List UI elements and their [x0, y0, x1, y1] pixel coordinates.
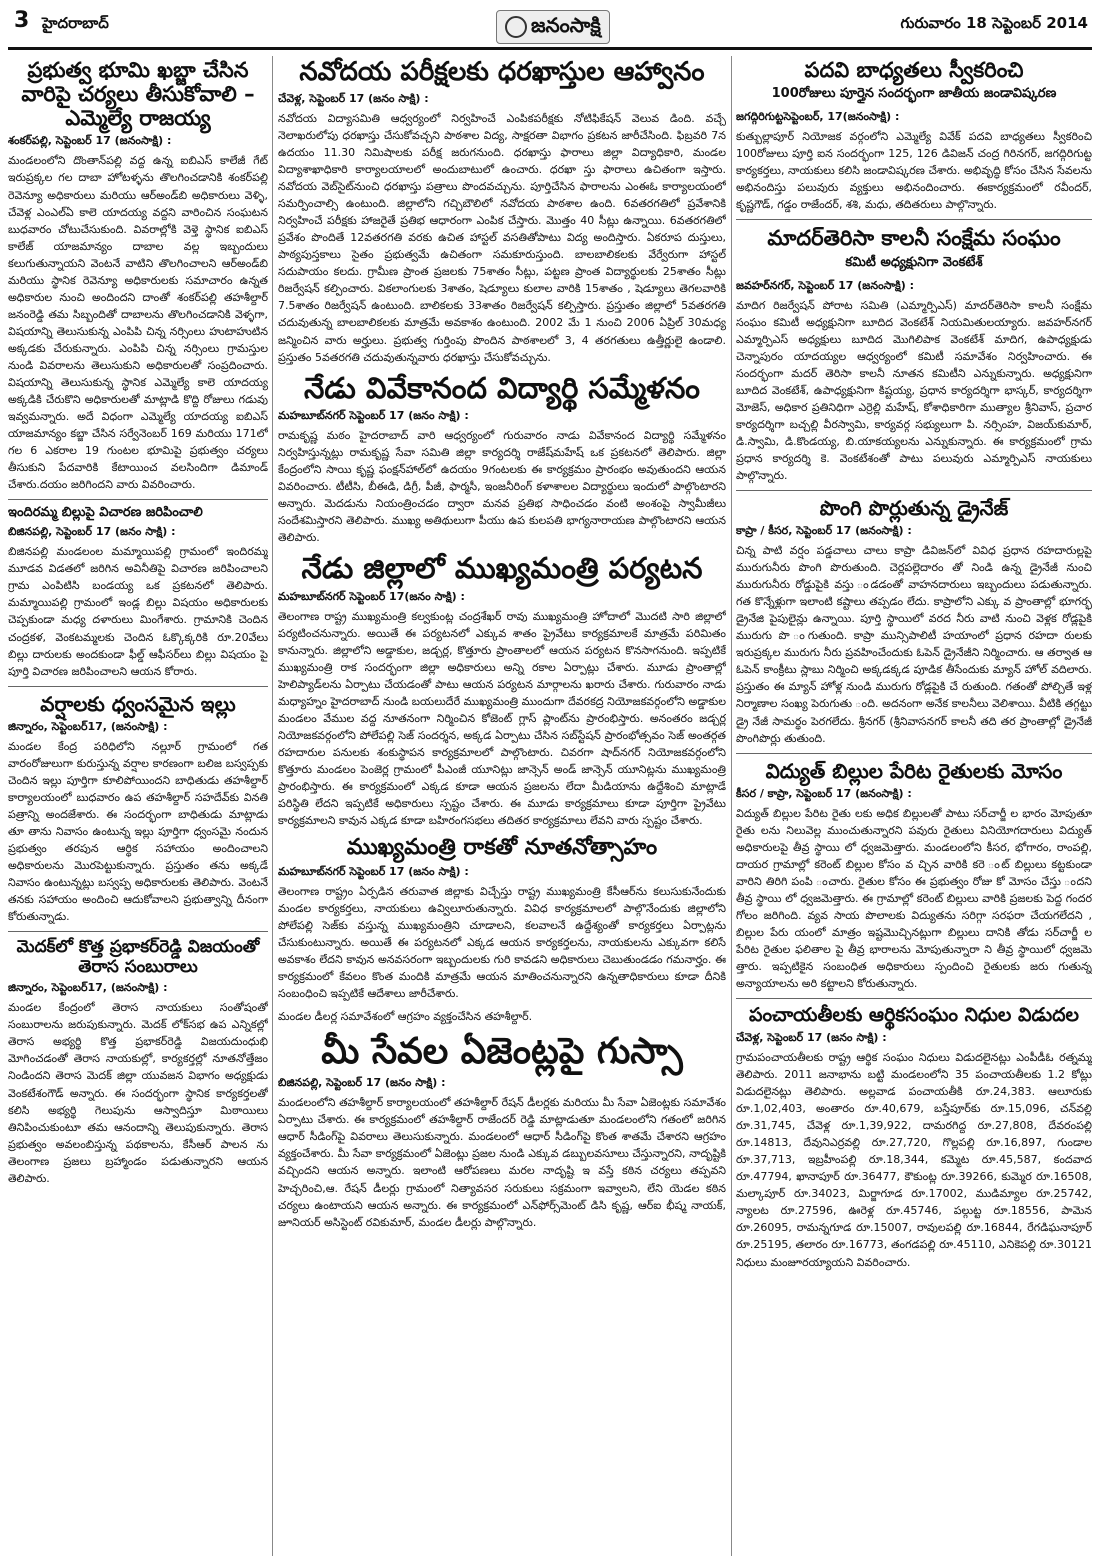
article [278, 552, 726, 829]
article-subheadline: 100రోజులు పూర్తైన సందర్భంగా జాతీయ జండావిష్కరణ [771, 86, 1057, 102]
article-dateline: మహబూబ్‌నగర్ సెప్టెంబర్ 17 (జనం సాక్షి) : [278, 864, 469, 878]
article-headline: మెదక్‌లో కొత్త ప్రభాకర్‌రెడ్డి విజయంతో తెరాస సంబురాలు [16, 937, 260, 977]
issue-date: గురువారం 18 సెప్టెంబర్ 2014 [900, 14, 1088, 32]
article-headline: నవోదయ పరీక్షలకు ధరఖాస్తుల ఆహ్వానం [299, 57, 705, 87]
column-center [278, 56, 726, 1237]
article-headline: మీ సేవల ఏజెంట్లపై గుస్సా [321, 1030, 683, 1072]
article [736, 1005, 1092, 1270]
article [736, 226, 1092, 484]
article-separator [736, 219, 1092, 220]
article-body: మండలంలోని దొంతాన్‌పల్లి వద్ద ఉన్న ఐబిఎస్ కాలేజీ గేట్ ఇరుప్రక్కల గల దాబా హోటళ్ళను తొలగించడానికి శంకర్‌పల్లి రెవెన్యూ అధికారులు మరియు ఆర్‌అండ్‌బి అధికారులు వెళ్ళి, చేవెళ్ల ఎంఎల్ఏ కాలె యాదయ్య వద్దని వారించిన సంఘటన బుధవారం చోటుచేసుకుంది. వివరాల్లోకి వెళ్తె స్థానిక ఐబిఎస్ కాలేజ్ యాజమాన్యం దాబాల వల్ల ఇబ్బందులు కలుగుతున్నాయని వెంటనే వాటిని తొలగించాలని ఆర్అండ్‌బి మరియు స్థానిక రెవెన్యూ అధికారులకు సమాచారం ఉన్నత అధికారుల నుంచి అందిందని దాంతో శంకర్‌పల్లి తహశీల్దార్ జనంరెడ్డి తమ సిబ్బందితో దాబాలను తొలగించడానికి వెళ్ళగా, విషయాన్ని తెలుసుకున్న ఎంపిపి చిన్న నర్సింలు హుటాహుటిన అక్కడకు చేరుకున్నారు. ఎంపిపి చిన్న నర్సింలు గ్రామస్తుల నుండి వివరాలను తెలుసుకుని అధికారులతో సంప్రదించారు. విషయాన్ని తెలుసుకున్న స్థానిక ఎమ్మెల్యే కాలె యాదయ్య అక్కడికి చేరుకొని అధికారులతో మాట్లాడి కొద్ది రోజులు గడువు ఇవ్వమన్నారు. అదే విధంగా ఎమ్మెల్యే యాదయ్య ఐబిఎస్ యాజమాన్యం కబ్జా చేసిన సర్వేనెంబర్ 169 మరియు 171లో గల 6 ఎకరాల 19 గుంటల భూమిపై ప్రభుత్వం చర్యలు తీసుకుని పేదవారికి కేటాయించ వలసిందిగా డిమాండ్ చేశారు.దయం జరిగిందని వారు వివరించారు. [8, 154, 268, 492]
logo-emblem-icon [505, 16, 527, 38]
article-dateline: శంకర్‌పల్లి, సెప్టెంబర్ 17 (జనంసాక్షి) : [8, 134, 172, 148]
article-separator [736, 753, 1092, 754]
article-separator [8, 499, 268, 500]
masthead-rule [8, 47, 1092, 50]
column-divider [731, 56, 732, 1556]
article [736, 58, 1092, 213]
article-dateline: కీసర / కాప్రా, సెప్టెంబర్ 17 (జనంసాక్షి) : [736, 786, 912, 800]
article-body: రామకృష్ణ మఠం హైదరాబాద్ వారి ఆధ్వర్యంలో గురువారం నాడు వివేకానంద విద్యార్థి సమ్మేళనం నిర్వహిస్తున్నట్లు రామకృష్ణ సేవా సమితి జిల్లా కార్యదర్శి రాజేష్‌మహేష్ ఒక ప్రకటనలో తెలిపారు. జిల్లా కేంద్రంలోని సాయి కృష్ణ ఫంక్షన్‌హాల్‌లో ఉదయం 9గంటలకు ఈ కార్యక్రమం ప్రారంభం అవుతుందని ఆయన వివరించారు. టీటీసి, బీఈడి, డిగ్రీ, పీజీ, ఫార్మసీ, ఇంజనీరింగ్ కళాశాలల విద్యార్థులు ఇందులో పాల్గొంటారని అన్నారు. మెదడును నియంత్రించడం ద్వారా మనవ ప్రతిభ సాధించడం వంటి అంశంపై స్వామీజీలు సందేశమిస్తారని తెలిపారు. ముఖ్య అతిథులుగా పీయు ఉప కులపతి భాగ్యనారాయణ పాల్గొంటారని ఆయన తెలిపారు. [278, 428, 726, 545]
article-subheadline: కమిటీ అధ్యక్షునిగా వెంకటేశ్ [845, 254, 983, 270]
article-body: విద్యుత్ బిల్లుల పేరిట రైతు లకు అధిక బిల్లులతో పాటు సర్‌చార్జీ ల భారం మోపుతూ రైతు లను నిలువెల్ల ముంచుతున్నారని పవురు రైతులు వినియోగదారులు విద్యుత్ అధికారులపై తీవ్ర స్థాయి లో ధ్వజమెత్తారు. మండలంలోని కీసర, భోగారం, రాంపల్లి, దాయర గ్రామాల్లో కరెంట్ బిల్లుల కోసం వ చ్చిన వారికి కరె ంట్ బిల్లులు కట్టకుండా వారిని తిరిగి పంపి ంచారు. రైతుల కోసం ఈ ప్రభుత్వం రోజు కో మోసం చేస్తు ందని తీవ్ర స్థాయి లో ధ్వజమెత్తారు. ఈ గ్రామాల్లో కరెంట్ బిల్లులు వారికి ప్రజలకు పెద్ద గందర గోలం జరిగింది. వ్యవ సాయ పొలాలకు విద్యుతను సరిగ్గా సరఫరా చేయగలేదని , బిల్లుల పేరు యంలో మాత్రం ఇష్టమొచ్చినట్లుగా బిల్లులు దానికి తోడు సర్‌చార్జీ ల పేరిట రైతుల ఫలితాల పై తీవ్ర భారాలను మోపుతున్నారా ని తీవ్ర స్థాయిలో ధ్వజమె త్తారు. ఇప్పటికైన సంబంధిత అధికారులు స్పందించి రైతులకు జరు గుతున్న అన్యాయాలను అరి కట్టాలని కోరుతున్నారు. [736, 806, 1092, 991]
article-body: నవోదయ విద్యాసమితి ఆధ్వర్యంలో నిర్వహించే ఎంపికపరీక్షకు నోటిఫికేషన్ వెలువ డింది. వచ్చే నెలాఖరులోపు ధరఖాస్తు చేసుకోవచ్చని పాఠశాల విద్య, సాక్షరతా విభాగం ప్రకటన జారీచేసింది. ఫిబ్రవరి 7న ఉదయం 11.30 నిమిషాలకు పరీక్ష జరుగనుంది. ధరఖాస్తు ఫారాలు జిల్లా విద్యాధికారి, మండల విద్యాశాఖాధికారి కార్యాలయాలలో అందుబాటులో ఉంచారు. ధరఖా స్తు ఫారాలు ఉచితంగా ఇస్తారు. నవోదయ వెబ్‌సైట్‌నుంచి ధరఖాస్తు పత్రాలు పొందవచ్చును. పూర్తిచేసిన ఫారాలను ఎంఈఓ కార్యాలయంలో సమర్పించాల్సి ఉంటుంది. జిల్లాలోని గచ్చిబౌలిలో నవోదయ పాఠశాల ఉంది. 6వతరగతిలో ప్రవేశానికి నిర్వహించే పరీక్షకు హాజరైతే ప్రతిభ ఆధారంగా ఎంపిక చేస్తారు. మొత్తం 40 సీట్లు ఉన్నాయి. 6వతరగతిలో ప్రవేశం పొందితే 12వతరగతి వరకు ఉచిత హాస్టల్ వసతితోపాటు విద్య అందిస్తారు. ఏకరూప దుస్తులు, పాఠ్యపుస్తకాలు సైతం ప్రభుత్వమే ఉచితంగా సమకూరుస్తుంది. బాలబాలికలకు వేర్వేరుగా హాస్టల్ సదుపాయం కలదు. గ్రామీణ ప్రాంత ప్రజలకు 75శాతం సీట్లు, పట్టణ ప్రాంత విద్యార్థులకు 25శాతం సీట్లు రిజర్వేషన్ కల్పించారు. వికలాంగులకు 3శాతం, షెడ్యూలు కులాల వారికి 15శాతం , షెడ్యూలు తెగలవారికి 7.5శాతం రిజర్వేషన్ ఉంటుంది. బాలికలకు 33శాతం రిజర్వేషన్ కల్పిస్తారు. ప్రస్తుతం జిల్లాలో 5వతరగతి చదువుతున్న బాలబాలికలకు మాత్రమే అవకాశం ఉంటుంది. 2002 మే 1 నుంచి 2006 ఏప్రిల్ 30మధ్య జన్మించిన వారు అర్హులు. ప్రభుత్వ గుర్తింపు పొందిన పాఠశాలలో 3, 4 తరగతులు ఉత్తీర్ణులై ఉండాలి. ప్రస్తుతం 5వతరగతి చదువుతున్నవారు ధరఖాస్తు చేసుకోవచ్చును. [278, 111, 726, 364]
article-headline: నేడు జిల్లాలో ముఖ్యమంత్రి పర్యటన [301, 551, 703, 586]
article-headline: విద్యుత్ బిల్లుల పేరిట రైతులకు మోసం [765, 758, 1063, 783]
article [736, 760, 1092, 993]
article-dateline: చేవెళ్ల, సెప్టెంబర్ 17 (జనం సాక్షి) : [278, 91, 429, 105]
masthead [8, 6, 1092, 48]
article-headline: మాదర్‌తెరిసా కాలనీ సంక్షేమ సంఘం [767, 226, 1061, 251]
article [278, 1031, 726, 1231]
article-separator [736, 490, 1092, 491]
article-separator [8, 686, 268, 687]
article-dateline: జవహర్‌నగర్, సెప్టెంబర్ 17 (జనంసాక్షి) : [736, 278, 914, 292]
article-body: తెలంగాణ రాష్ట్రం ఏర్పడిన తరువాత జిల్లాకు విచ్చేస్తు రాష్ట్ర ముఖ్యమంత్రి కేసీఆర్‌ను కలుసుకునేందుకు మండల కార్యకర్తలు, నాయకులు ఉవ్విలూరుతున్నారు. వివిధ కార్యక్రమాలలో పాల్గొనేందుకు జిల్లాలోని పోలేపల్లి సెజ్‌కు వస్తున్న ముఖ్యమంత్రిని చూడాలని, కలవాలనే ఉద్దేశ్యంతో కార్యకర్తలు ఏర్పాట్లను చేసుకుంటున్నారు. అయితే ఈ పర్యటనలో ఎక్కడ ఆయన కార్యకర్తలను, నాయకులను ఎక్కువగా కలిసే అవకాశం లేదని కావున అనవసరంగా ఇబ్బందులకు గురి కావడని అధికారులు చెబుతుండడం గమనార్హం. ఈ కార్యక్రమంలో కేవలం కొంత మందికి మాత్రమే ఆయన మాతించనున్నారని ఉన్నతాధికారులు కూడా దీనికి సంబంధించి ఇప్పటికే ఆదేశాలు జారీచేశారు. [278, 884, 726, 1000]
article-dateline: బిజినపల్లి, సెప్టెంబర్ 17 (జనం సాక్షి) : [8, 525, 176, 539]
article-dateline: జిన్నారం, సెప్టెంబర్17, (జనంసాక్షి) : [8, 981, 168, 995]
article-separator [8, 931, 268, 932]
article-body: గ్రామపంచాయతీలకు రాష్ట్ర ఆర్థిక సంఘం నిధులు విడుదలైనట్లు ఎంపీడీఓ రత్నమ్మ తెలిపారు. 2011 జనాభాను బట్టి మండలంలోని 35 పంచాయతీలకు 1.2 కోట్లు విడుదలైనట్లు తెలిపారు. అల్లవాడ పంచాయతీకి రూ.24,383. ఆలూరుకు రూ.1,02,403, అంతారం రూ.40,679, బస్తేపూర్‌కు రూ.15,096, చన్‌వల్లి రూ.31,745, చేవెళ్ల రూ.1,39,922, దామరగిద్ద రూ.27,808, దేవరంపల్లి రూ.14813, దేవునిఎర్రవల్లి రూ.27,720, గొల్లపల్లి రూ.16,897, గుండాల రూ.37,713, ఇబ్రహీంపల్లి రూ.18,344, కమ్మెట రూ.45,587, కందవాద రూ.47794, ఖానాపూర్ రూ.36477, కౌకుంట్ల రూ.39266, కుమ్మెర రూ.16508, మల్కాపూర్ రూ.34023, మిర్జాగూడ రూ.17002, ముడిమ్యాల రూ.25742, న్యాలట రూ.27596, ఊరెళ్ల రూ.45746, పల్గుట్ట రూ.18556, పామెన రూ.26095, రామన్నగూడ రూ.15007, రావులపల్లి రూ.16844, రేగడిఘనాపూర్ రూ.25195, తలారం రూ.16773, తంగడపల్లి రూ.45110, ఎనికెపల్లి రూ.30121 నిధులు మంజూరయ్యాయని వివరించారు. [736, 1050, 1092, 1269]
article [278, 835, 726, 1025]
article-dateline: జగద్గిరిగుట్టసెప్టెంబర్, 17(జనంసాక్షి) : [736, 110, 900, 124]
article-body: మండల కేంద్ర పరిధిలోని నల్లూర్ గ్రామంలో గత వారంరోజులుగా కురుస్తున్న వర్షాల కారణంగా బలిజ బస్వప్పకు చెందిన ఇల్లు పూర్తిగా కూలిపోయిందని బాధితుడు తహశీల్దార్ కార్యాలయంలో బుధవారం ఉప తహశీల్దార్ సహదేవ్‌కు వినతి పత్రాన్ని అందజేశారు. ఈ సందర్భంగా బాధితుడు మాట్లాడు తూ తాను నివాసం ఉంటున్న ఇల్లు పూర్తిగా ధ్వంసమై నందున ప్రభుత్వం తరపున ఆర్థిక సహాయం అందించాలని అధికారులను మొరపెట్టుకున్నారు. ప్రస్తుతం తను అక్కడే నివాసం ఉంటున్నట్లు బస్వప్ప అధికారులకు తెలిపారు. వెంటనే తనకు సహాయం అందించి ఆదుకోవాలని ప్రభుత్వాన్ని దీనంగా కోరుతున్నాడు. [8, 739, 268, 924]
article-dateline: జిన్నారం, సెప్టెంబర్17, (జనంసాక్షి) : [8, 719, 168, 733]
column-right [736, 56, 1092, 1277]
article-headline: నేడు వివేకానంద విద్యార్థి సమ్మేళనం [303, 370, 701, 405]
article-body: చిన్న పాటి వర్షం పడ్డచాలు చాలు కాప్రా డివిజన్‌లో వివిధ ప్రధాన రహదారుల్లపై మురుగునీరు పొంగి పొరుతుంది. చెర్లపల్లెదారం తో నిండి ఉన్న డ్రైనేజీ నుంచి మురుగునీరు రోడ్డుపైకి వస్తు ండడంతో వాహనదారులు ఇబ్బందులు పడుతున్నారు. గత కొన్నేళ్లుగా ఇలాంటి కష్టాలు తప్పడం లేదు. కాప్రాలోని ఎక్కు వ ప్రాంతాల్లో భూగర్భ డ్రైనేజి పైపులైన్లు ఉన్నాయి. పూర్తి స్థాయిలో వరద నీరు వాటి నుంచి వెళ్లక రోడ్లపైకి మురుగు పొ ంగుతుంది. కాప్రా మున్సిపాలిటీ హయాంలో ప్రధాన రహదా రులకు ఇరుప్రక్కల మురుగు నీరు ప్రవహించేందుకు ఓపెన్ డ్రైనేజీని నిర్మించారు. ఆ తర్వాత ఆ ఓపెన్ కాంక్రీటు స్లాబు నిర్మించి అక్కడక్కడ పూడిక తీసేందుకు మ్యాన్ హోల్ వదిలారు. ప్రస్తుతం ఈ మ్యాన్ హోళ్ల నుండి మురుగు రోడ్లపైకి చే రుతుంది. గతంతో పోల్చితే ఇళ్ల నిర్మాణాల సంఖ్య పెరుగుతు ంది. అదనంగా అనేక కాలనీలు వెలిశాయి. వీటికి తగ్గట్టు డ్రై నేజీ సామర్థం పెరగలేదు. శ్రీనగర్ (శ్రీనివాసనగర్ కాలనీ తది తర ప్రాంతాల్లో డ్రైనేజీ పొంగిపొర్లు తుతుంది. [736, 544, 1092, 745]
article-body: తెలంగాణ రాష్ట్ర ముఖ్యమంత్రి కల్వకుంట్ల చంద్రశేఖర్ రావు ముఖ్యమంత్రి హోదాలో మొదటి సారి జిల్లాలో పర్యటించనున్నారు. అయితే ఈ పర్యటనలో ఎక్కువ శాతం ప్రైవేటు కార్యక్రమాలకే మాత్రమే పరిమితం కానున్నారు. జిల్లాలోని అడ్డాకుల, జడ్చర్ల, కొత్తూరు ప్రాంతాలలో ఆయన పర్యటన కొనసాగనుంది. ఇప్పటికే ముఖ్యమంత్రి రాక సందర్భంగా జిల్లా అధికారులు అన్ని రకాల ఏర్పాట్లు చేశారు. మూడు ప్రాంతాల్లో హెలిప్యాడ్‌లను ఏర్పాటు చేయడంతో పాటు ఆయన పర్యటన మార్గాలను ఖరారు చేశారు. గురువారం నాడు మధ్యాహ్నం హైదరాబాద్ నుండి బయలుదేరే ముఖ్యమంత్రి ముందుగా దేవరకద్ర నియోజకవర్గంలోని అడ్డాకుల మండలం వేముల వద్ద నూతనంగా నిర్మించిన కోజెంట్ గ్లాస్ ప్లాంట్‌ను ప్రారంభిస్తారు. అనంతరం జడ్చర్ల నియోజకవర్గంలోని పోలేపల్లి సెజ్ సందర్శన, అక్కడ ఏర్పాటు చేసిన సబ్‌స్టేషన్ ప్రారంభోత్సవం సెజ్ అంతర్గత రహదారుల పనులకు శంకుస్థాపన కార్యక్రమాలలో పాల్గొంటారు. చివరగా షాద్‌నగర్ నియోజకవర్గంలోని కొత్తూరు మండలం పెంజెర్ల గ్రామంలో పీఎంజీ యూనిట్లు జాన్సెన్ అండ్ జాన్సెన్ యూనిట్లను ముఖ్యమంత్రి ప్రారంభిస్తారు. ఈ కార్యక్రమంలో ఎక్కడ కూడా ఆయన ప్రజలను లేదా మీడియాను ఉద్దేశించి మాట్లాడే పరిస్థితి లేదని ఇప్పటికే అధికారులు స్పష్టం చేశారు. ఈ మూడు కార్యక్రమాలు కూడా పూర్తిగా ప్రైవేటు కార్యక్రమాలని కావున ఎక్కడ కూడా బహిరంగసభలు తదితర కార్యక్రమాలు లేవని వారు స్పష్టం చేశారు. [278, 609, 726, 828]
article-headline: పదవి బాధ్యతలు స్వీకరించి [804, 58, 1024, 82]
article [278, 372, 726, 547]
article [8, 938, 268, 1187]
article [8, 506, 268, 679]
article-dateline: మహబూబ్‌నగర్ సెప్టెంబర్ 17 (జనం సాక్షి) : [278, 408, 469, 422]
article-headline: పొంగి పొర్లుతున్న డ్రైనేజ్ [819, 496, 1009, 521]
article-dateline: కాప్రా / కీసర, సెప్టెంబర్ 17 (జనంసాక్షి) : [736, 524, 912, 538]
article-body: మండలంలోని తహశీల్దార్ కార్యాలయంలో తహశీల్దార్ రేషన్ డీలర్లకు మరియు మీ సేవా ఏజెంట్లకు సమావేశం ఏర్పాటు చేశారు. ఈ కార్యక్రమంలో తహశీల్దార్ రాజేందర్ రెడ్డి మాట్లాడుతూ మండలంలోని గతంలో జరిగిన ఆధార్ సీడింగ్‌పై వివరాలు తెలుసుకున్నారు. మండలంలో ఆధార్ సీడింగ్‌పై కొంత శాతమే చేశారని ఆగ్రహం వ్యక్తంచేశారు. మీ సేవా కార్యక్రమంలో ఏజెంట్లు ప్రజల నుండి ఎక్కువ డబ్బులవసూలు చేస్తున్నారని, నాదృష్టికి వచ్చిందని ఆయన అన్నారు. ఇలాంటి ఆరోపణలు మరల నాదృష్టి ఇ వస్తే కఠిన చర్యలు తప్పవని హెచ్చరించి,ఆ. రేషన్ డీలర్లు గ్రామంలో నిత్యావసర సరుకులు సక్రమంగా ఇవ్వాలని, లేని యెడల కఠిన చర్యలు ఉంటాయని ఆయన అన్నారు. ఈ కార్యక్రమంలో ఎన్‌ఫోర్స్‌మెంట్ డిసి కృష్ణ, ఆర్‌ఐ భీష్మ నాయక్, జూనియర్ అసిస్టెంట్ రవికుమార్, మండల డీలర్లు పాల్గొన్నారు. [278, 1096, 726, 1229]
article-separator [736, 998, 1092, 999]
article-headline: పంచాయతీలకు ఆర్థికసంఘం నిధుల విడుదల [748, 1004, 1080, 1027]
article-body: కుత్బుల్లాపూర్ నియోజక వర్గంలోని ఎమ్మెల్యే వివేక్ పదవి బాధ్యతలు స్వీకరించి 100రోజులు పూర్తి ఐన సందర్భంగా 125, 126 డివిజన్ చంద్ర గిరినగర్, జగద్గిరిగుట్ట కార్యకర్తలు, నాయకులు కలిసి జండావిష్కరణ చేశారు. అభివృద్ధి కోసం చేసిన సేవలను అభినందిస్తు పలువురు వ్యక్తులు అభినందించారు. ఈకార్యక్రమంలో రవీందర్‌, కృష్ణగౌడ్, గడ్డం రాజేందర్, శశి, మధు, తదితరులు పాల్గొన్నారు. [736, 130, 1092, 212]
article-dateline: బిజినపల్లి, సెప్టెంబర్ 17 (జనం సాక్షి) : [278, 1076, 446, 1090]
newspaper-name: జనంసాక్షి [531, 12, 601, 37]
article-dateline: మహబూబ్‌నగర్ సెప్టెంబర్ 17(జనం సాక్షి) : [278, 589, 465, 603]
article-headline: ఇందిరమ్మ బిల్లుపై విచారణ జరిపించాలి [8, 505, 203, 521]
article [8, 693, 268, 926]
page-city: హైదరాబాద్ [42, 14, 109, 32]
article [8, 58, 268, 493]
article-dateline: చేవెళ్ల, సెప్టెంబర్ 17 (జనం సాక్షి) : [736, 1030, 887, 1044]
column-left [8, 56, 268, 1193]
article-headline: వర్షాలకు ధ్వంసమైన ఇల్లు [40, 691, 236, 716]
article-body: మండల కేంద్రంలో తెరాస నాయకులు సంతోషంతో సంబురాలను జరుపుకున్నారు. మెదక్ లోక్‌సభ ఉప ఎన్నికల్లో తెరాస అభ్యర్థి కొత్త ప్రభాకర్‌రెడ్డి విజయదుంధుభి మోగించడంతో తెరాస నాయకుల్లో, కార్యకర్తల్లో నూతనోత్తేజం నిండిందని తెరాస మెదక్ జిల్లా యువజన విభాగం అధ్యక్షుడు వెంకటేశంగౌడ్ అన్నారు. ఈ సందర్భంగా స్థానిక కార్యకర్తలతో కలిసి అభ్యర్థి గెలుపును ఆస్వాదిస్తూ మిఠాయిలు తినిపించుకుంటూ తమ ఆనందాన్ని తెలుపుకున్నారు. తెరాస ప్రభుత్వం అవలంబిస్తున్న పథకాలను, కేసీఆర్ పాలన ను తెలంగాణ ప్రజలు బ్రహ్మాండం పడుతున్నారని ఆయన తెలిపారు. [8, 1001, 268, 1185]
article [278, 58, 726, 366]
article-headline: ప్రభుత్వ భూమి ఖబ్జా చేసిన వారిపై చర్యలు తీసుకోవాలి – ఎమ్మెల్యే రాజయ్య [21, 58, 255, 131]
newspaper-logo [496, 10, 610, 44]
page-number: 3 [14, 8, 30, 33]
article [736, 497, 1092, 747]
article-body: మాదిగ రిజర్వేషన్ పోరాట సమితి (ఎమ్మార్పిఎస్) మాదర్‌తెరిసా కాలనీ సంక్షేమ సంఘం కమిటీ అధ్యక్షునిగా బూదిద వెంకటేశ్ నియమితులయ్యారు. జవహర్‌నగర్ ఎమ్మార్పిఎస్ అధ్యక్షులు బూదిద మొగిలిపాక వెంకటేశ్ మాదిగ, ఉపాధ్యక్షుడు చెన్నాపురం యాదయ్యల ఆధ్వర్యంలో కమిటీ సమావేశం నిర్వహించారు. ఈ సందర్భంగా మదర్ తెరిసా కాలనీ నూతన కమిటీని ఎన్నుకున్నారు. అధ్యక్షునిగా బూదిద వెంకటేశ్, ఉపాధ్యక్షునిగా కిష్టయ్య, ప్రధాన కార్యదర్శిగా భాస్కర్, కార్యదర్శిగా మోజెస్, అధికార ప్రతినిధిగా ఎర్రెల్లి మహేష్, కోశాధికారిగా ముత్యాల శ్రీనివాస్, ప్రచార కార్యదర్శిగా బచ్చల్లి వీరస్వామి, కార్యవర్గ సభ్యులుగా పి. నర్సింహ, విజయ్‌కుమార్, డి.స్వామి, డి.కొండయ్య, బి.యాకయ్యలను ఎన్నుకున్నారు. ఈ కార్యక్రమంలో గ్రామ ప్రధాన కార్యదర్శి కె. వెంకటేశంతో పాటు పలువురు ఎమ్మార్పిఎస్ నాయకులు పాల్గొన్నారు. [736, 298, 1092, 482]
column-divider [272, 56, 273, 1556]
article-headline: ముఖ్యమంత్రి రాకతో నూతనోత్సాహం [346, 835, 658, 861]
article-footer-note: మండల డీలర్ల సమావేశంలో ఆగ్రహం వ్యక్తంచేసిన తహశీల్దార్. [278, 1009, 533, 1023]
article-body: బిజినపల్లి మండలంల మమ్మాయిపల్లి గ్రామంలో ఇందిరమ్మ మూడవ విడతలో జరిగిన అవినీతిపై విచారణ జరిపించాలని గ్రామ ఎంపిటిసి బండయ్య ఒక ప్రకటనలో తెలిపారు. మమ్మాయిపల్లి గ్రామంలో ఇండ్ల బిల్లు విషయం అధికారులకు చెప్పకుండా మధ్య దళారులు మింగేశారు. గ్రామానికి చెందిన చంద్రకళ, వెంకటమ్మలకు చెందిన ఓక్కొక్కరికి రూ.20వేలు బిల్లు దారులకు అందకుండా ఫీల్డ్ ఆఫీసర్‌లు బిల్లు విషయం పై పూర్తి విచారణ జరిపించాలని ఆయన కోరారు. [8, 545, 268, 678]
